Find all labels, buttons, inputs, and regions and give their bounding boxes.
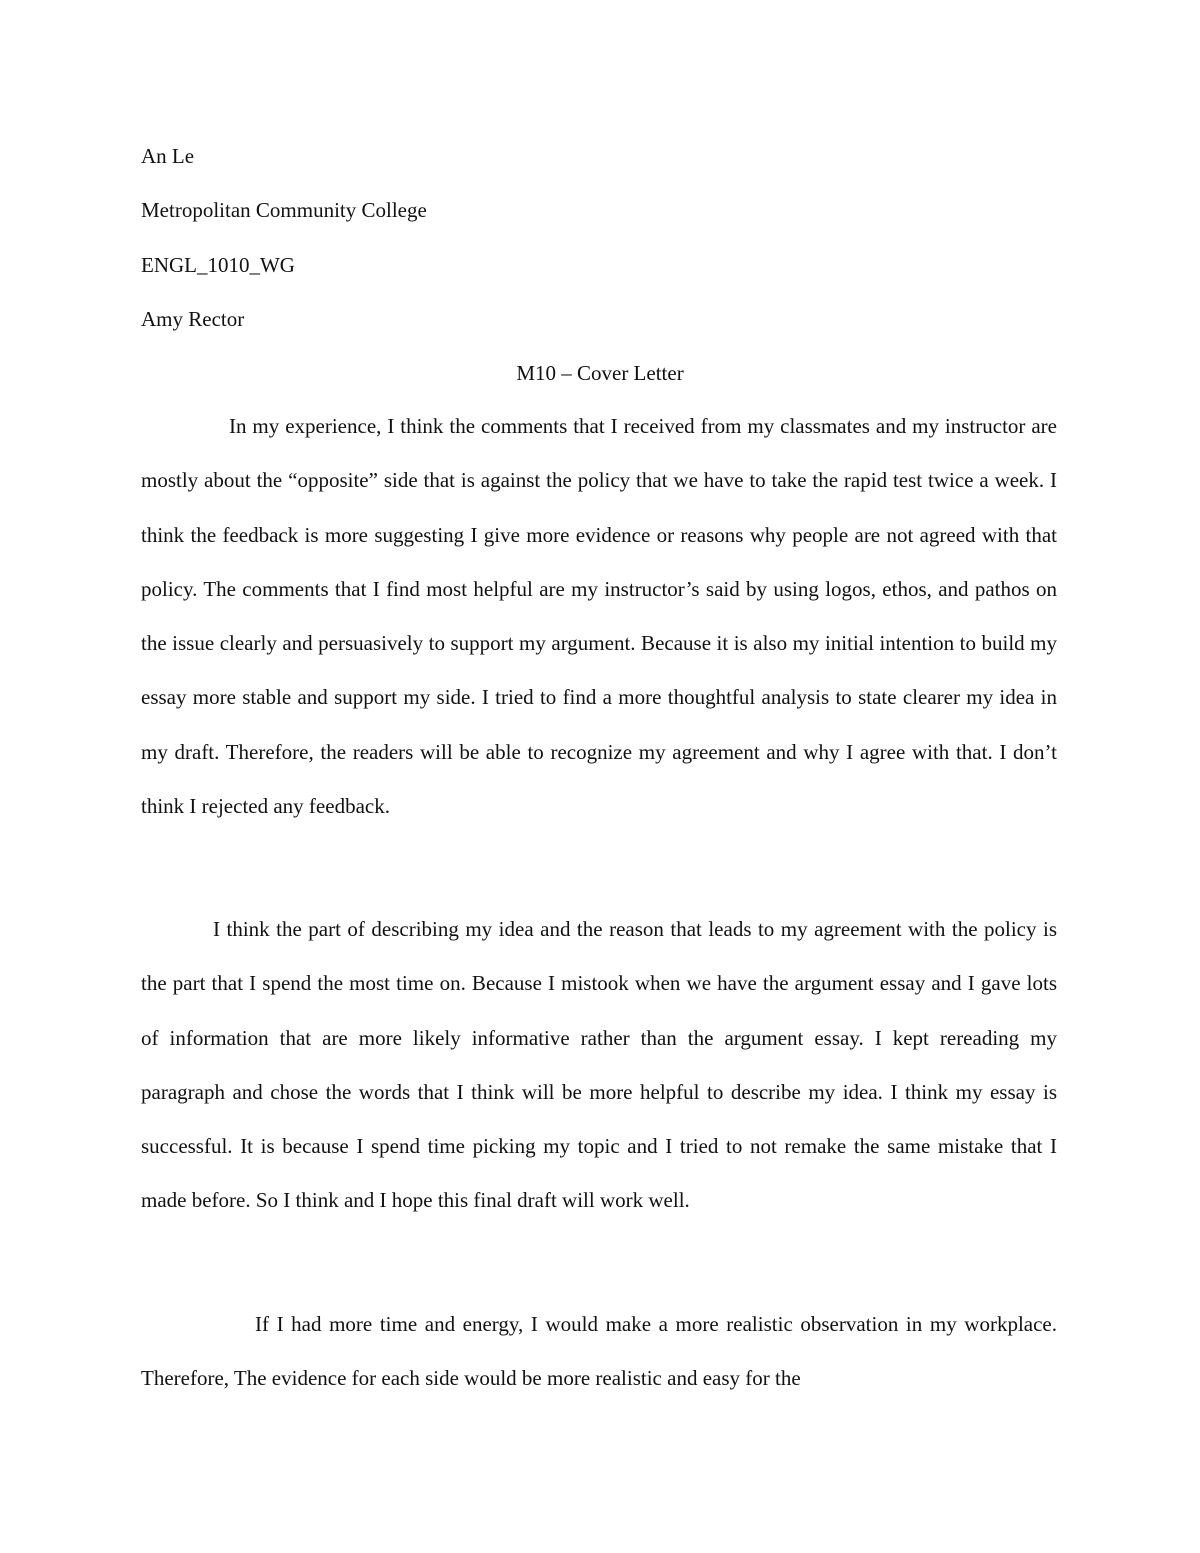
paragraph-2: I think the part of describing my idea and the reason that leads to my agreement with the policy is the part that I spend the most time on. Because I mistook when we have the argument essay and I gave lots of information that are more likely informative rather than the argument essay. I kept rereading my paragraph and chose the words that I think will be more helpful to describe my idea. I think my essay is successful. It is because I spend time picking my topic and I tried to not remake the same mistake that I made before. So I think and I hope this final draft will work well. (141, 917, 1057, 1213)
instructor-name: Amy Rector (141, 307, 245, 331)
course-code: ENGL_1010_WG (141, 253, 295, 277)
paragraph-3: If I had more time and energy, I would make a more realistic observation in my workplace. Therefore, The evidence for each side would be more realistic and easy for the (141, 1312, 1057, 1391)
document-title: M10 – Cover Letter (516, 361, 684, 385)
author-name: An Le (141, 144, 195, 168)
institution-name: Metropolitan Community College (141, 198, 427, 222)
paragraph-1: In my experience, I think the comments that I received from my classmates and my instructor are mostly about the “opposite” side that is against the policy that we have to take the rapid test twice a week. I think the feedback is more suggesting I give more evidence or reasons why people are not agreed with that policy. The comments that I find most helpful are my instructor’s said by using logos, ethos, and pathos on the issue clearly and persuasively to support my argument. Because it is also my initial intention to build my essay more stable and support my side. I tried to find a more thoughtful analysis to state clearer my idea in my draft. Therefore, the readers will be able to recognize my agreement and why I agree with that. I don’t think I rejected any feedback. (141, 414, 1057, 819)
